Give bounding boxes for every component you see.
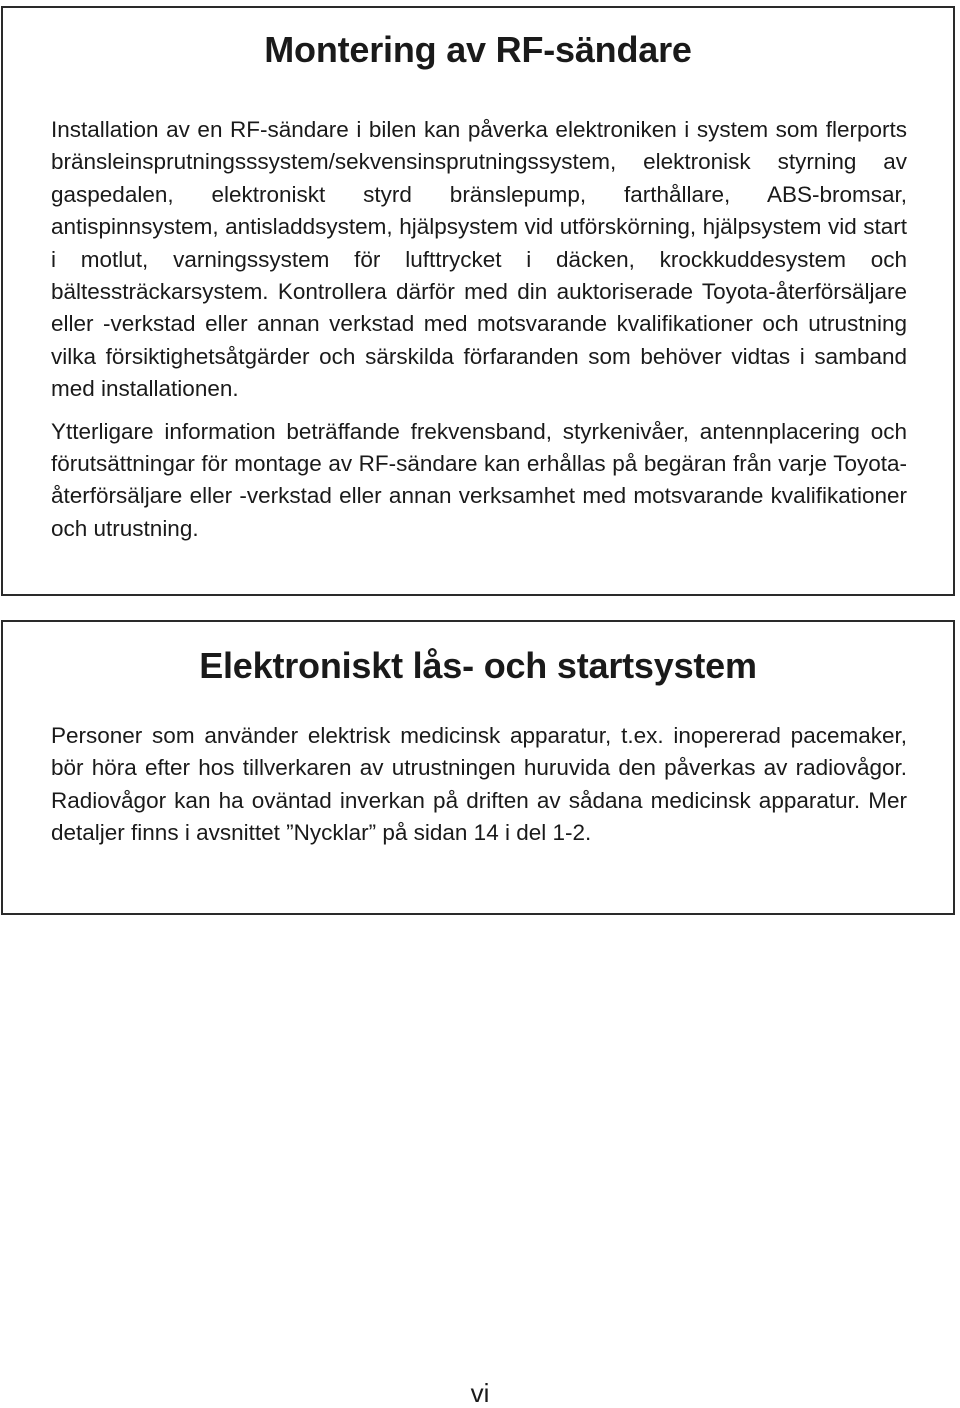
rf-transmitter-heading: Montering av RF-sändare: [264, 29, 692, 70]
electronic-lock-paragraph: Personer som använder elektrisk medicinsk apparatur, t.ex. inopererad pacemaker, bör höra efter hos tillverkaren av utrustningen huruvida den påverkas av radiovågor. Radiovågor kan ha oväntad inverkan på driften av sådana medicinsk apparatur. Mer detaljer finns i avsnittet ”Nycklar” på sidan 14 i del 1-2.: [51, 723, 907, 846]
rf-transmitter-section: [1, 6, 955, 596]
rf-transmitter-paragraph-2: Ytterligare information beträffande frekvensband, styrkenivåer, antennplacering och förutsättningar för montage av RF-sändare kan erhållas på begäran från varje Toyota-återförsäljare eller -verkstad eller annan verksamhet med motsvarande kvalifikationer och utrustning.: [51, 418, 907, 541]
electronic-lock-section: [1, 620, 955, 915]
electronic-lock-heading: Elektroniskt lås- och startsystem: [199, 645, 757, 686]
page-number: vi: [470, 1378, 490, 1408]
rf-transmitter-paragraph-1: Installation av en RF-sändare i bilen kan påverka elektroniken i system som flerports bränsleinsprutningsssystem/sekvensinsprutningssystem, elektronisk styrning av gaspedalen, elektroniskt styrd bränslepump, farthållare, ABS-bromsar, antispinnsystem, antisladdsystem, hjälpsystem vid utförskörning, hjälpsystem vid start i motlut, varningssystem för lufttrycket i däcken, krockkuddesystem och bältessträckarsystem. Kontrollera därför med din auktoriserade Toyota-återförsäljare eller -verkstad eller annan verkstad med motsvarande kvalifikationer och utrustning vilka försiktighetsåtgärder och särskilda förfaranden som behöver vidtas i samband med installationen.: [51, 117, 907, 402]
